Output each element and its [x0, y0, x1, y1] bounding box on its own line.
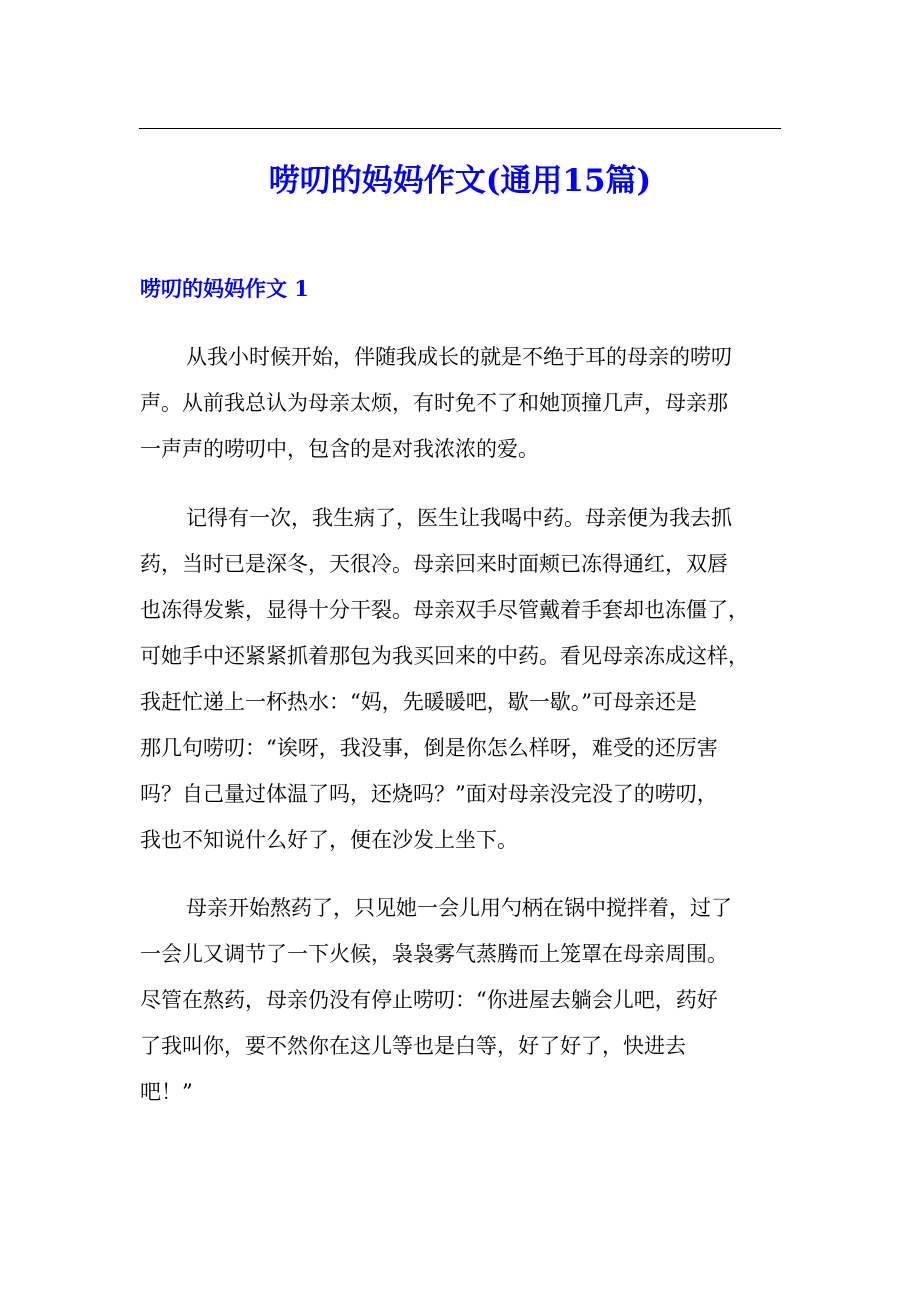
paragraph-line: 一声声的唠叨中，包含的是对我浓浓的爱。 [140, 437, 539, 461]
paragraph-line: 吗？自己量过体温了吗，还烧吗？”面对母亲没完没了的唠叨， [140, 782, 718, 806]
paragraph-1 [140, 334, 782, 472]
paragraph-3 [140, 885, 782, 1115]
paragraph-line: 一会儿又调节了一下火候，袅袅雾气蒸腾而上笼罩在母亲周围。 [140, 942, 728, 966]
paragraph-line: 那几句唠叨：“诶呀，我没事，倒是你怎么样呀，难受的还厉害 [140, 736, 718, 760]
paragraph-line: 母亲开始熬药了，只见她一会儿用勺柄在锅中搅拌着，过了 [186, 896, 732, 920]
paragraph-line: 尽管在熬药，母亲仍没有停止唠叨：“你进屋去躺会儿吧，药好 [140, 988, 718, 1012]
paragraph-line: 记得有一次，我生病了，医生让我喝中药。母亲便为我去抓 [186, 506, 732, 530]
paragraph-line: 我赶忙递上一杯热水：“妈，先暖暖吧，歇一歇。”可母亲还是 [140, 690, 697, 714]
paragraph-line: 吧！” [140, 1080, 193, 1104]
paragraph-2 [140, 495, 782, 863]
paragraph-line: 声。从前我总认为母亲太烦，有时免不了和她顶撞几声，母亲那 [140, 391, 728, 415]
header-rule [139, 128, 781, 129]
paragraph-line: 药，当时已是深冬，天很冷。母亲回来时面颊已冻得通红，双唇 [140, 552, 728, 576]
section-heading: 唠叨的妈妈作文 1 [140, 276, 309, 301]
paragraph-line: 可她手中还紧紧抓着那包为我买回来的中药。看见母亲冻成这样， [140, 644, 749, 668]
paragraph-line: 从我小时候开始，伴随我成长的就是不绝于耳的母亲的唠叨 [186, 345, 732, 369]
paragraph-line: 也冻得发紫，显得十分干裂。母亲双手尽管戴着手套却也冻僵了， [140, 598, 749, 622]
paragraph-line: 我也不知说什么好了，便在沙发上坐下。 [140, 828, 518, 852]
paragraph-line: 了我叫你，要不然你在这儿等也是白等，好了好了，快进去 [140, 1034, 686, 1058]
document-title: 唠叨的妈妈作文(通用15篇) [268, 163, 652, 199]
